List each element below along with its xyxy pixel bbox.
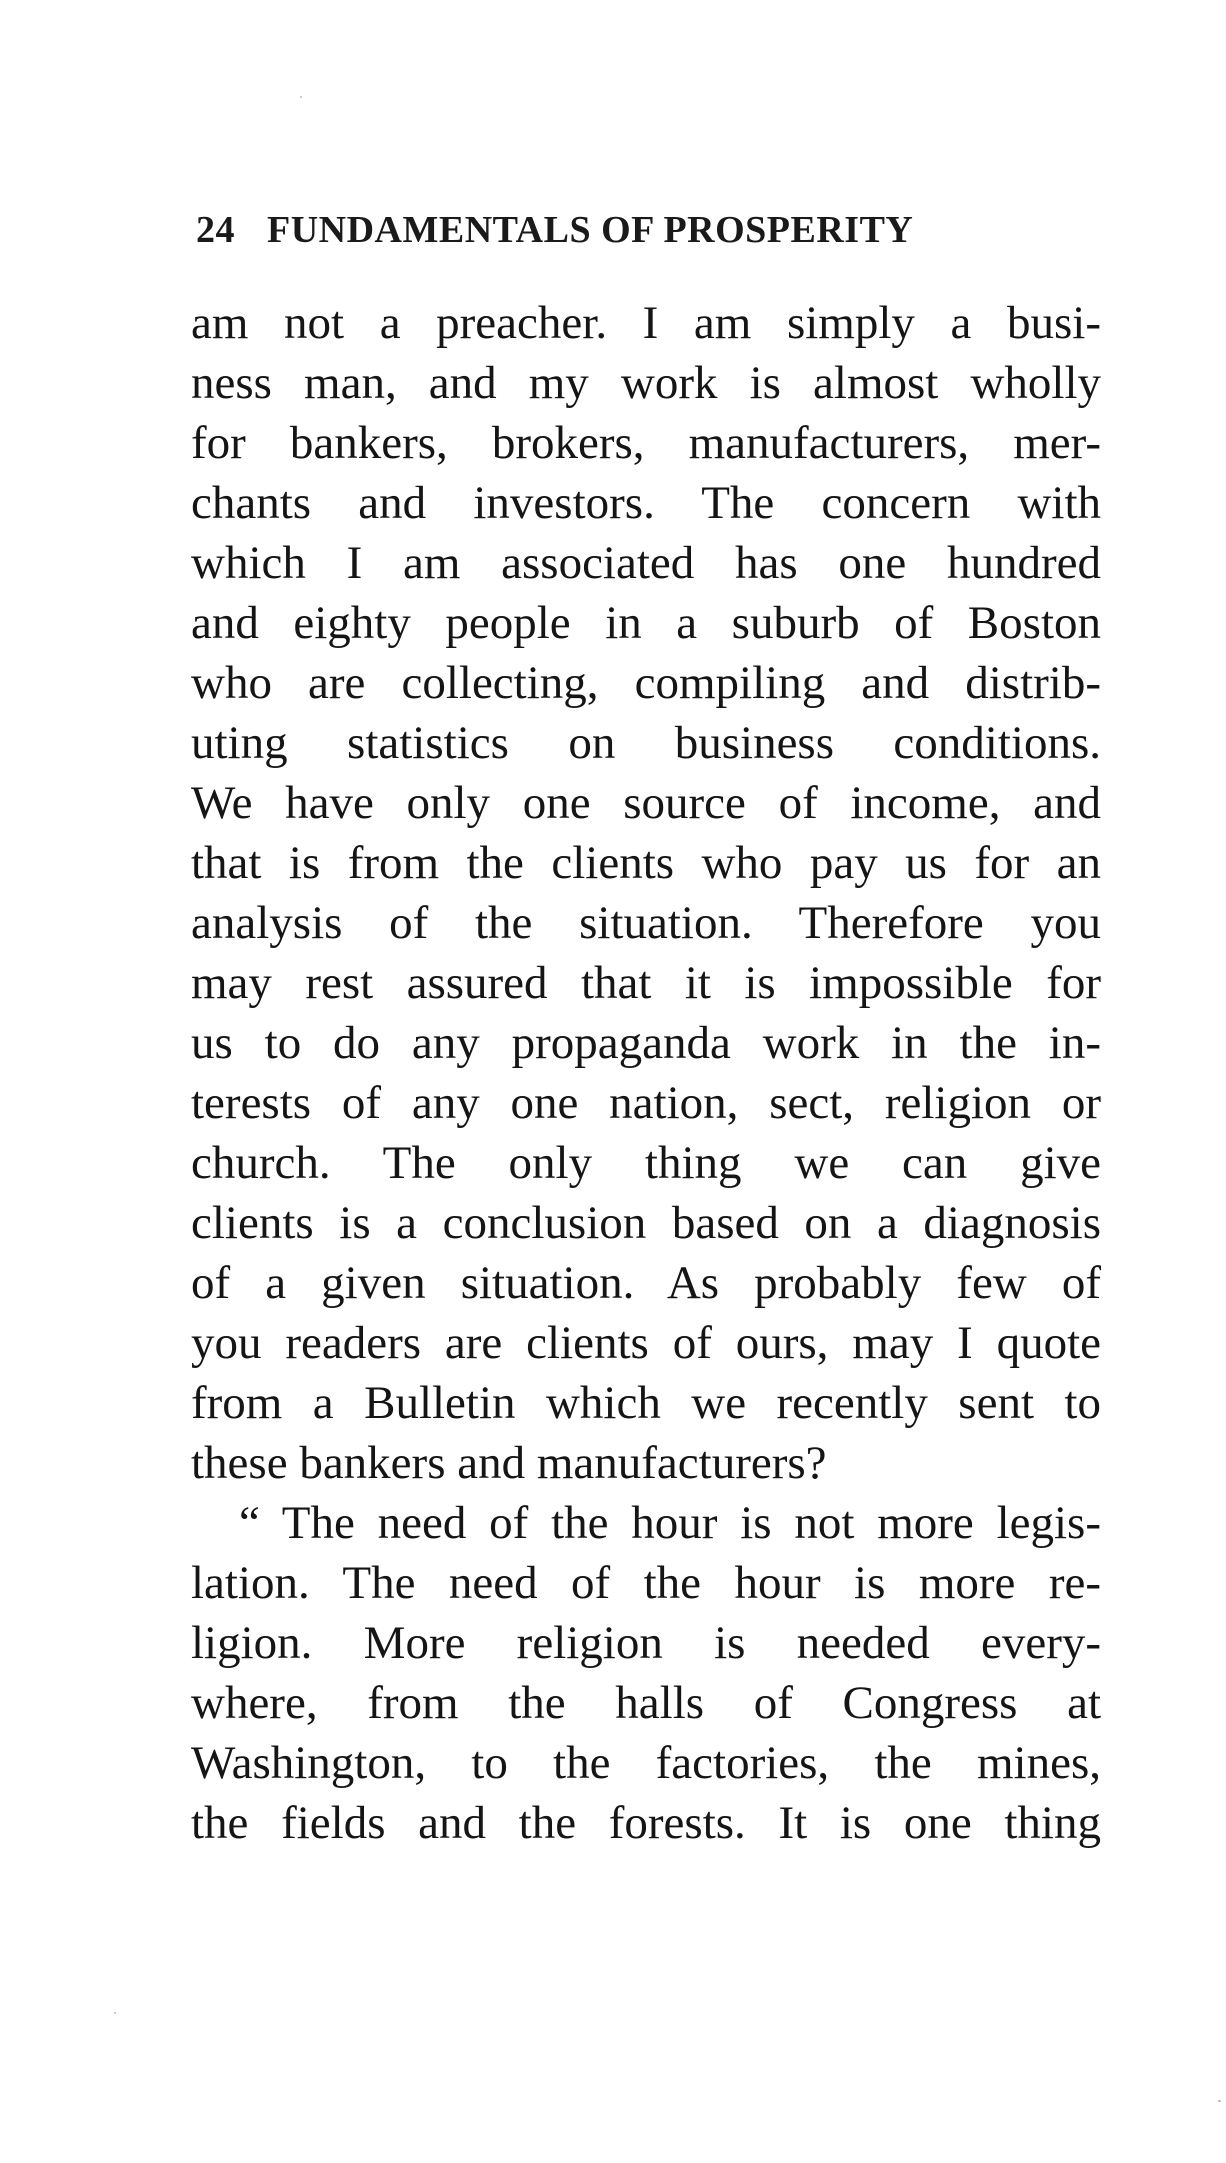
text-line: of a given situation. As probably few of <box>191 1257 1101 1309</box>
text-line: who are collecting, compiling and distrib- <box>191 657 1101 709</box>
text-line: may rest assured that it is impossible for <box>191 957 1101 1009</box>
text-line: Washington, to the factories, the mines, <box>191 1737 1101 1789</box>
text-line: you readers are clients of ours, may I quote <box>191 1317 1101 1369</box>
text-line: We have only one source of income, and <box>191 777 1101 829</box>
paper-speck <box>1218 2100 1221 2102</box>
text-line: the fields and the forests. It is one thing <box>191 1797 1101 1849</box>
text-line: clients is a conclusion based on a diagnosis <box>191 1197 1101 1249</box>
text-line: which I am associated has one hundred <box>191 537 1101 589</box>
body-text <box>191 293 1101 1853</box>
text-line: chants and investors. The concern with <box>191 477 1101 529</box>
text-line: uting statistics on business conditions. <box>191 717 1101 769</box>
text-line: terests of any one nation, sect, religion or <box>191 1077 1101 1129</box>
text-line: ligion. More religion is needed every- <box>191 1617 1101 1669</box>
text-line: and eighty people in a suburb of Boston <box>191 597 1101 649</box>
text-line: us to do any propaganda work in the in- <box>191 1017 1101 1069</box>
text-line: “ The need of the hour is not more legis- <box>239 1497 1101 1549</box>
text-line: these bankers and manufacturers? <box>191 1437 827 1489</box>
text-line: lation. The need of the hour is more re- <box>191 1557 1101 1609</box>
text-line: that is from the clients who pay us for an <box>191 837 1101 889</box>
text-line: analysis of the situation. Therefore you <box>191 897 1101 949</box>
paragraph <box>191 293 1101 1493</box>
text-line: church. The only thing we can give <box>191 1137 1101 1189</box>
text-line: for bankers, brokers, manufacturers, mer- <box>191 417 1101 469</box>
page-number: 24 <box>196 209 235 251</box>
running-title: FUNDAMENTALS OF PROSPERITY <box>267 209 914 251</box>
paragraph <box>191 1493 1101 1853</box>
text-line: from a Bulletin which we recently sent to <box>191 1377 1101 1429</box>
running-head <box>196 206 1056 254</box>
paper-speck <box>114 2012 116 2014</box>
text-line: am not a preacher. I am simply a busi- <box>191 297 1101 349</box>
text-line: where, from the halls of Congress at <box>191 1677 1101 1729</box>
text-line: ness man, and my work is almost wholly <box>191 357 1101 409</box>
paper-speck <box>300 96 302 98</box>
